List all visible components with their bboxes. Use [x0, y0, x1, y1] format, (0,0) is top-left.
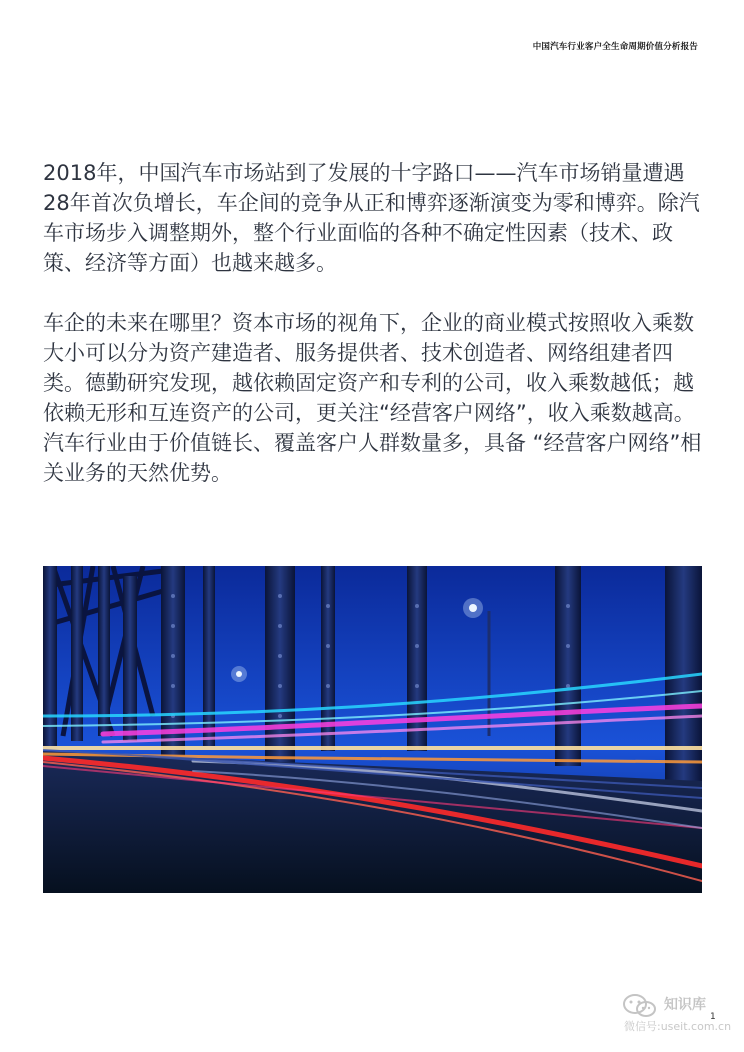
page-number: 1 [710, 1012, 716, 1022]
wechat-icon [620, 992, 660, 1020]
business-model-paragraph: 车企的未来在哪里？资本市场的视角下，企业的商业模式按照收入乘数大小可以分为资产建造者、服务提供者、技术创造者、网络组建者四类。德勤研究发现，越依赖固定资产和专利的公司，收入乘数越低；越依赖无形和互连资产的公司，更关注“经营客户网络”，收入乘数越高。汽车行业由于价值链长、覆盖客户人群数量多，具备 “经营客户网络”相关业务的天然优势。 [43, 311, 702, 485]
intro-paragraph: 2018年，中国汽车市场站到了发展的十字路口——汽车市场销量遭遇28年首次负增长，车企间的竞争从正和博弈逐渐演变为零和博弈。除汽车市场步入调整期外，整个行业面临的各种不确定性因素（技术、政策、经济等方面）也越来越多。 [43, 161, 700, 275]
watermark [620, 992, 732, 1036]
watermark-title: 知识库 [664, 997, 706, 1013]
report-header-title: 中国汽车行业客户全生命周期价值分析报告 [532, 42, 698, 52]
watermark-subtitle: 微信号:useit.com.cn [624, 1020, 732, 1033]
bridge-light-trails-photo [43, 566, 702, 893]
